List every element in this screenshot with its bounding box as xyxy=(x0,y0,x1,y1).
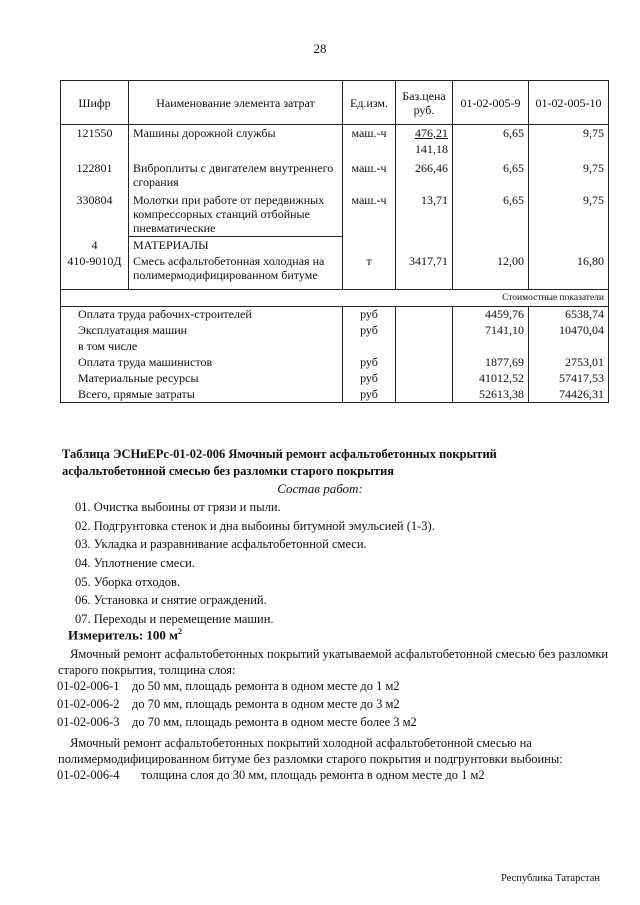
measure-sup: 2 xyxy=(178,627,183,636)
row-price-value: 476,21 xyxy=(415,126,448,140)
summary-label: Эксплуатация машин xyxy=(61,322,343,338)
header-code: Шифр xyxy=(61,81,129,125)
summary-value-10: 57417,53 xyxy=(529,370,609,386)
row-code: 122801 xyxy=(61,157,129,190)
row-value-9: 6,65 xyxy=(453,157,529,190)
row-name: Виброплиты с двигателем внутреннего сгорания xyxy=(129,157,343,190)
table-row xyxy=(61,253,609,289)
section-title: Таблица ЭСНиЕРс-01-02-006 Ямочный ремонт асфальтобетонных покрытий асфальтобетонной смесью без разломки старого покрытия xyxy=(62,447,497,478)
row-unit: маш.-ч xyxy=(343,125,396,142)
summary-label: Материальные ресурсы xyxy=(61,370,343,386)
row-price: 3417,71 xyxy=(396,253,453,289)
row-code: 410-9010Д xyxy=(61,253,129,289)
summary-row xyxy=(61,306,609,322)
list-item: 07. Переходы и перемещение машин. xyxy=(75,612,274,627)
cost-header: Стоимостные показатели xyxy=(61,289,609,306)
row-value-10: 9,75 xyxy=(529,190,609,237)
item-text: до 50 мм, площадь ремонта в одном месте до 1 м2 xyxy=(132,679,400,693)
row-code: 121550 xyxy=(61,125,129,142)
measure-label: Измеритель: 100 м xyxy=(68,627,179,643)
resource-table xyxy=(60,80,609,403)
summary-row xyxy=(61,354,609,370)
row-value-10: 9,75 xyxy=(529,125,609,142)
table-row xyxy=(61,125,609,142)
summary-unit: руб xyxy=(343,370,396,386)
summary-label: в том числе xyxy=(61,338,343,354)
table-header-row xyxy=(61,81,609,125)
paragraph: Ямочный ремонт асфальтобетонных покрытий укатываемой асфальтобетонной смесью без разломки старого покрытия, толщина слоя: xyxy=(58,647,609,677)
summary-value-9: 4459,76 xyxy=(453,306,529,322)
paragraph: Ямочный ремонт асфальтобетонных покрытий холодной асфальтобетонной смесью на полимермодифицированном битуме без разломки старого покрытия и подгрунтовки выбоины: xyxy=(58,736,563,766)
item-text: до 70 мм, площадь ремонта в одном месте более 3 м2 xyxy=(132,715,417,729)
table-row xyxy=(61,157,609,190)
table-row xyxy=(61,237,609,254)
page-number: 28 xyxy=(313,41,327,56)
price-item xyxy=(57,677,400,695)
row-name: МАТЕРИАЛЫ xyxy=(129,237,343,254)
row-name: Смесь асфальтобетонная холодная на полимермодифицированном битуме xyxy=(129,253,343,289)
price-item xyxy=(57,695,400,713)
summary-value-9: 52613,38 xyxy=(453,386,529,402)
item-code: 01-02-006-4 xyxy=(57,768,120,782)
summary-value-9: 41012,52 xyxy=(453,370,529,386)
row-unit: маш.-ч xyxy=(343,157,396,190)
summary-unit: руб xyxy=(343,306,396,322)
summary-value-9: 7141,10 xyxy=(453,322,529,338)
header-price: Баз.цена руб. xyxy=(396,81,453,125)
list-item: 06. Установка и снятие ограждений. xyxy=(75,593,267,608)
item-code: 01-02-006-2 xyxy=(57,697,120,711)
list-item: 04. Уплотнение смеси. xyxy=(75,556,195,571)
composition-label: Состав работ: xyxy=(277,481,363,496)
summary-unit: руб xyxy=(343,322,396,338)
row-value-10: 9,75 xyxy=(529,157,609,190)
summary-row xyxy=(61,386,609,402)
list-item: 03. Укладка и разравнивание асфальтобетонной смеси. xyxy=(75,537,367,552)
row-name: Молотки при работе от передвижных компрессорных станций отбойные пневматические xyxy=(129,190,343,237)
row-unit: маш.-ч xyxy=(343,190,396,237)
summary-label: Оплата труда рабочих-строителей xyxy=(61,306,343,322)
summary-value-10: 2753,01 xyxy=(529,354,609,370)
summary-row xyxy=(61,338,609,354)
row-value-10: 16,80 xyxy=(529,253,609,289)
price-item xyxy=(57,766,485,784)
row-unit: т xyxy=(343,253,396,289)
row-price: 13,71 xyxy=(396,190,453,237)
price-item xyxy=(57,713,417,731)
summary-value-9: 1877,69 xyxy=(453,354,529,370)
summary-unit: руб xyxy=(343,354,396,370)
summary-value-10: 6538,74 xyxy=(529,306,609,322)
header-col-10: 01-02-005-10 xyxy=(529,81,609,125)
summary-label: Оплата труда машинистов xyxy=(61,354,343,370)
footer-region: Республика Татарстан xyxy=(500,873,600,884)
summary-unit: руб xyxy=(343,386,396,402)
row-value-9: 6,65 xyxy=(453,190,529,237)
row-price: 141,18 xyxy=(396,141,453,157)
table-row xyxy=(61,141,609,157)
row-code: 4 xyxy=(61,237,129,254)
list-item: 02. Подгрунтовка стенок и дна выбоины битумной эмульсией (1-3). xyxy=(75,518,435,533)
list-item: 05. Уборка отходов. xyxy=(75,574,181,589)
list-item: 01. Очистка выбоины от грязи и пыли. xyxy=(75,500,281,514)
item-text: до 70 мм, площадь ремонта в одном месте до 3 м2 xyxy=(132,697,400,711)
row-value-9: 12,00 xyxy=(453,253,529,289)
summary-value-10: 74426,31 xyxy=(529,386,609,402)
cost-header-row xyxy=(61,289,609,306)
table-row xyxy=(61,190,609,237)
summary-value-10: 10470,04 xyxy=(529,322,609,338)
row-price xyxy=(396,125,453,142)
row-value-9: 6,65 xyxy=(453,125,529,142)
row-price: 266,46 xyxy=(396,157,453,190)
header-col-9: 01-02-005-9 xyxy=(453,81,529,125)
item-code: 01-02-006-1 xyxy=(57,679,120,693)
summary-label: Всего, прямые затраты xyxy=(61,386,343,402)
header-name: Наименование элемента затрат xyxy=(129,81,343,125)
summary-row xyxy=(61,370,609,386)
row-name: Машины дорожной службы xyxy=(129,125,343,142)
work-list xyxy=(75,498,435,629)
row-code: 330804 xyxy=(61,190,129,237)
measure-unit xyxy=(68,627,182,643)
summary-row xyxy=(61,322,609,338)
item-code: 01-02-006-3 xyxy=(57,715,120,729)
item-text: толщина слоя до 30 мм, площадь ремонта в одном месте до 1 м2 xyxy=(141,768,485,782)
header-unit: Ед.изм. xyxy=(343,81,396,125)
